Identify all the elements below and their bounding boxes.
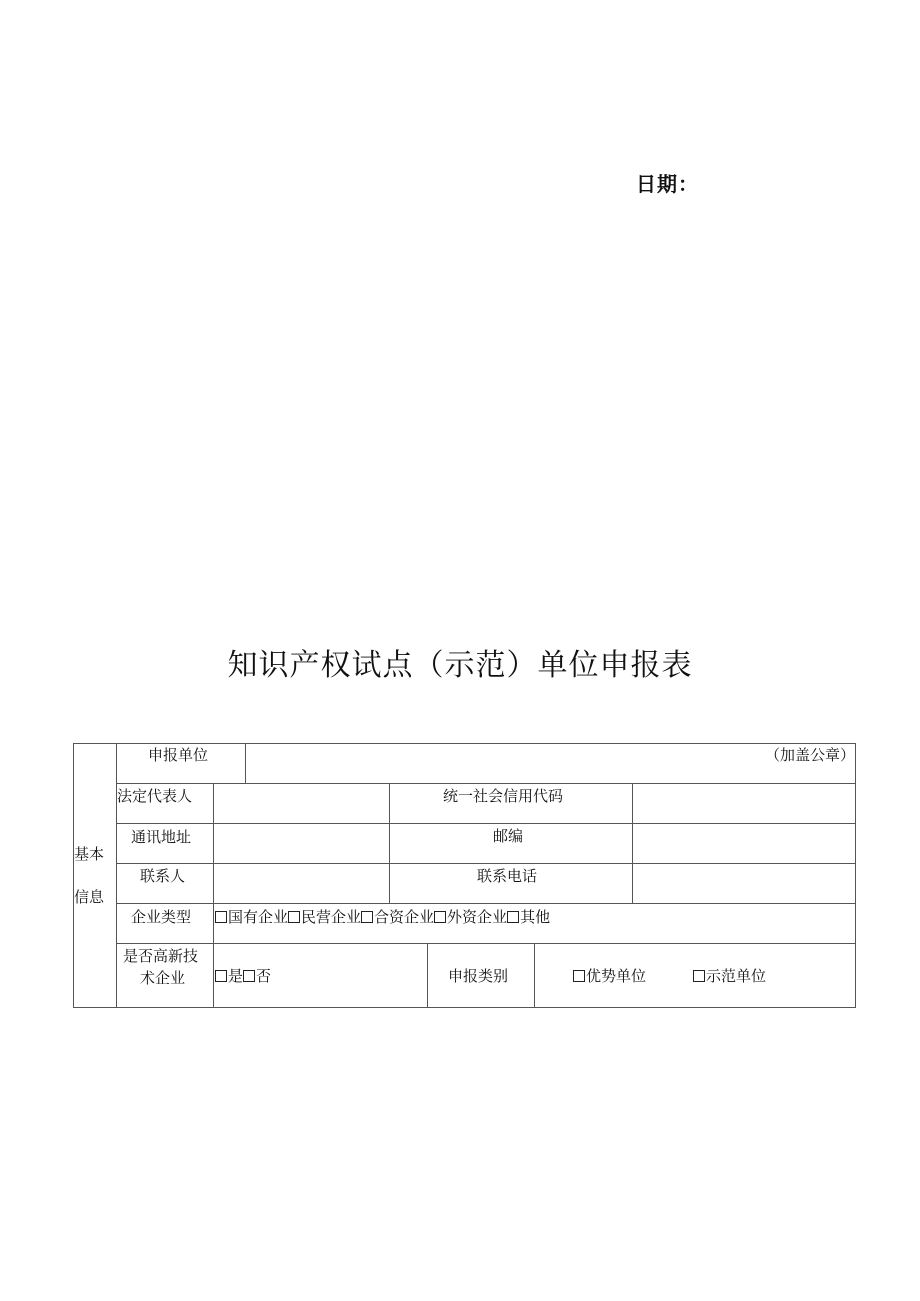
checkbox-icon[interactable] [215,911,227,923]
contact-label: 联系人 [140,867,186,885]
checkbox-icon[interactable] [243,970,255,982]
company-type-label: 企业类型 [131,908,192,926]
legal-rep-label-cell [116,783,214,824]
address-field[interactable] [213,823,390,864]
checkbox-icon[interactable] [215,970,227,982]
credit-code-field[interactable] [632,783,856,824]
checkbox-icon[interactable] [361,911,373,923]
hightech-label-cell [116,943,214,1008]
checkbox-icon[interactable] [288,911,300,923]
legal-rep-label: 法定代表人 [117,787,193,805]
checkbox-icon[interactable] [434,911,446,923]
contact-field[interactable] [213,863,390,904]
checkbox-icon[interactable] [507,911,519,923]
hightech-options [215,967,271,985]
date-label: 日期： [636,172,699,196]
address-label-cell [116,823,214,864]
company-type-options [215,908,550,926]
company-type-option[interactable]: 国有企业 [215,908,288,926]
credit-code-label-cell [389,783,633,824]
company-type-option[interactable]: 其他 [507,908,550,926]
company-type-option[interactable]: 民营企业 [288,908,361,926]
category-option-demonstration[interactable]: 示范单位 [693,967,766,985]
company-type-label-cell [116,903,214,944]
category-options-cell [534,943,856,1008]
page-title: 知识产权试点（示范）单位申报表 [227,648,693,683]
phone-label-cell [389,863,633,904]
hightech-option-yes[interactable]: 是 [215,967,243,985]
section-label-line1: 基本 [74,845,105,863]
company-type-option[interactable]: 合资企业 [361,908,434,926]
applicant-label-cell [116,743,246,784]
category-option-advantage[interactable]: 优势单位 [573,967,646,985]
seal-note: （加盖公章） [764,746,855,764]
checkbox-icon[interactable] [573,970,585,982]
postcode-field[interactable] [632,823,856,864]
hightech-option-no[interactable]: 否 [243,967,271,985]
phone-label: 联系电话 [477,867,538,885]
applicant-field[interactable] [245,743,856,784]
category-label-cell [427,943,535,1008]
company-type-option[interactable]: 外资企业 [434,908,507,926]
applicant-label: 申报单位 [148,746,209,764]
postcode-label-cell [389,823,633,864]
phone-field[interactable] [632,863,856,904]
legal-rep-field[interactable] [213,783,390,824]
hightech-label-line2: 术企业 [140,969,186,987]
postcode-label: 邮编 [493,827,524,845]
hightech-label-line1: 是否高新技 [123,947,199,965]
checkbox-icon[interactable] [693,970,705,982]
section-basic-info-cell [73,743,117,1008]
hightech-options-cell [213,943,428,1008]
company-type-options-cell [213,903,856,944]
address-label: 通讯地址 [131,828,192,846]
category-label: 申报类别 [448,967,509,985]
contact-label-cell [116,863,214,904]
section-label-line2: 信息 [74,888,105,906]
credit-code-label: 统一社会信用代码 [443,787,564,805]
